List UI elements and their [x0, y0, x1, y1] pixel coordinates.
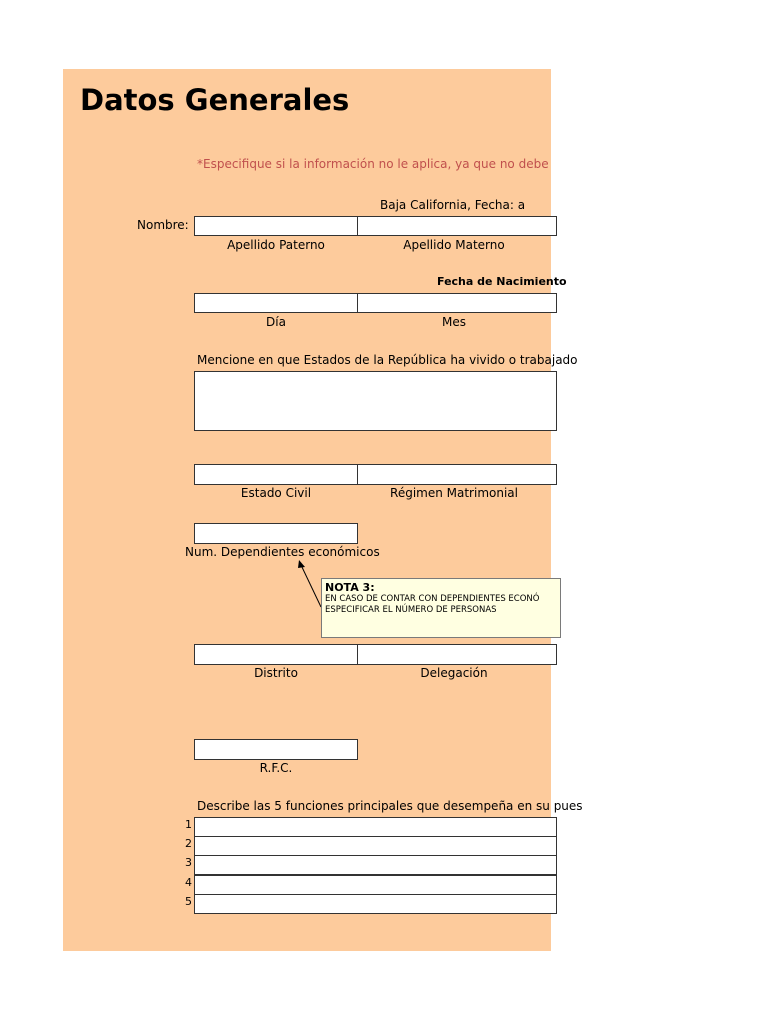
dia-label: Día	[266, 315, 286, 329]
nota3-line2: ESPECIFICAR EL NÚMERO DE PERSONAS	[325, 605, 497, 615]
nota3-line1: EN CASO DE CONTAR CON DEPENDIENTES ECONÓ	[325, 594, 540, 604]
estados-textarea[interactable]	[194, 371, 557, 431]
nombre-label: Nombre:	[137, 218, 189, 232]
funcion-number: 3	[185, 856, 192, 869]
mes-field[interactable]	[357, 293, 557, 313]
applicability-note: *Especifique si la información no le aplica, ya que no debe	[197, 157, 549, 171]
apellido-paterno-label: Apellido Paterno	[227, 238, 325, 252]
funcion-field-5[interactable]	[194, 894, 557, 914]
funcion-number: 5	[185, 895, 192, 908]
funcion-number: 2	[185, 837, 192, 850]
worksheet	[63, 69, 583, 951]
mes-label: Mes	[442, 315, 466, 329]
funcion-number: 1	[185, 818, 192, 831]
regimen-matrimonial-label: Régimen Matrimonial	[390, 486, 518, 500]
funcion-field-3[interactable]	[194, 855, 557, 875]
regimen-matrimonial-field[interactable]	[357, 464, 557, 485]
funcion-field-4[interactable]	[194, 875, 557, 895]
nota3-title: NOTA 3:	[325, 581, 375, 594]
estados-question: Mencione en que Estados de la República ha vivido o trabajado	[197, 353, 578, 367]
funciones-question: Describe las 5 funciones principales que desempeña en su pues	[197, 799, 583, 813]
distrito-label: Distrito	[254, 666, 298, 680]
funcion-field-2[interactable]	[194, 836, 557, 856]
nota3-comment	[321, 578, 561, 638]
dependientes-field[interactable]	[194, 523, 358, 544]
apellido-materno-field[interactable]	[357, 216, 557, 236]
estado-civil-label: Estado Civil	[240, 486, 312, 500]
dia-field[interactable]	[194, 293, 358, 313]
delegacion-label: Delegación	[420, 666, 488, 680]
distrito-field[interactable]	[194, 644, 358, 665]
apellido-paterno-field[interactable]	[194, 216, 358, 236]
funcion-field-1[interactable]	[194, 817, 557, 837]
rfc-label: R.F.C.	[259, 761, 293, 775]
delegacion-field[interactable]	[357, 644, 557, 665]
apellido-materno-label: Apellido Materno	[403, 238, 505, 252]
funcion-number: 4	[185, 876, 192, 889]
estado-civil-field[interactable]	[194, 464, 358, 485]
place-date-label: Baja California, Fecha: a	[380, 198, 526, 212]
fecha-nacimiento-header: Fecha de Nacimiento	[437, 275, 567, 288]
dependientes-label: Num. Dependientes económicos	[185, 545, 380, 559]
rfc-field[interactable]	[194, 739, 358, 760]
page-title: Datos Generales	[80, 83, 350, 117]
